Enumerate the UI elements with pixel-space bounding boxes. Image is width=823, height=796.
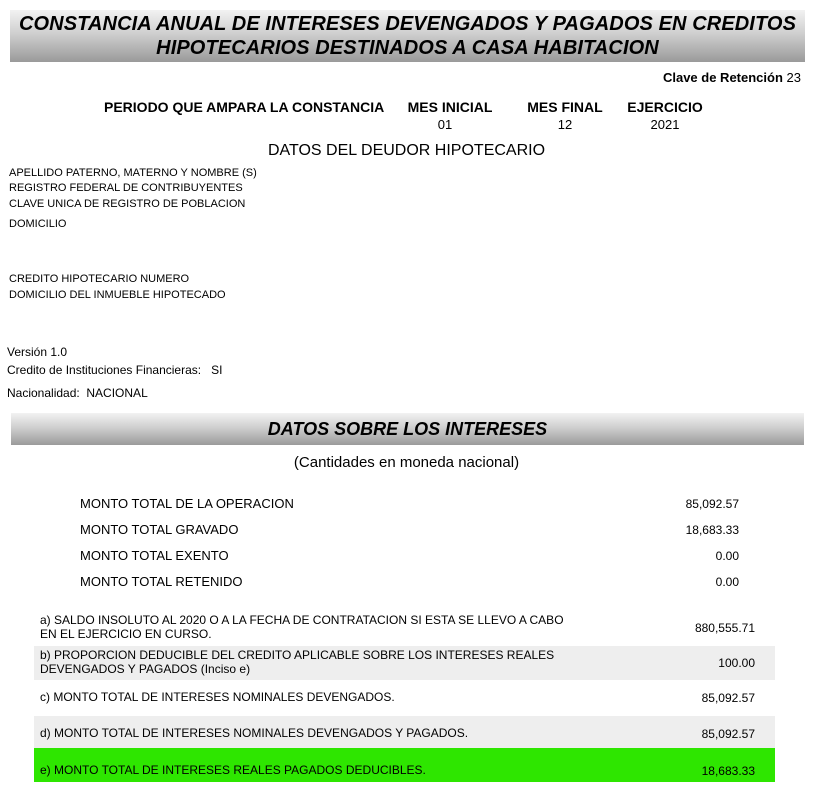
nacionalidad-value: NACIONAL xyxy=(86,386,148,400)
nacionalidad-label: Nacionalidad: xyxy=(7,386,80,400)
mes-final-label: MES FINAL xyxy=(527,99,603,115)
mes-inicial-label: MES INICIAL xyxy=(407,99,493,115)
deudor-section-title: DATOS DEL DEUDOR HIPOTECARIO xyxy=(267,142,546,159)
inciso-b-row xyxy=(34,646,775,680)
periodo-label: PERIODO QUE AMPARA LA CONSTANCIA xyxy=(104,99,385,115)
nombre-label: APELLIDO PATERNO, MATERNO Y NOMBRE (S) xyxy=(9,167,257,179)
inciso-a-line1: a) SALDO INSOLUTO AL 2020 O A LA FECHA DE CONTRATACION SI ESTA SE LLEVO A CABO xyxy=(40,613,564,627)
monto-total-retenido-value: 0.00 xyxy=(715,575,739,589)
inciso-a-value: 880,555.71 xyxy=(694,621,755,635)
nacionalidad xyxy=(7,386,148,400)
clave-retencion xyxy=(663,70,801,85)
rfc-label: REGISTRO FEDERAL DE CONTRIBUYENTES xyxy=(9,182,243,194)
version-text: Versión 1.0 xyxy=(7,345,68,359)
inciso-d-value: 85,092.57 xyxy=(701,727,755,741)
inciso-b-line2: DEVENGADOS Y PAGADOS (Inciso e) xyxy=(40,662,251,676)
inciso-c-line1: c) MONTO TOTAL DE INTERESES NOMINALES DEVENGADOS. xyxy=(40,690,395,704)
clave-retencion-value: 23 xyxy=(786,70,801,85)
moneda-subtitle: (Cantidades en moneda nacional) xyxy=(293,454,520,471)
inciso-d-line1: d) MONTO TOTAL DE INTERESES NOMINALES DEVENGADOS Y PAGADOS. xyxy=(40,726,469,740)
credito-instituciones-label: Credito de Instituciones Financieras: xyxy=(7,363,202,377)
ejercicio-label: EJERCICIO xyxy=(627,99,703,115)
inciso-c-row xyxy=(34,683,775,713)
inciso-c-value: 85,092.57 xyxy=(701,691,755,705)
credito-instituciones xyxy=(7,363,222,377)
mes-inicial-value: 01 xyxy=(437,117,453,132)
monto-total-gravado-value: 18,683.33 xyxy=(685,523,739,537)
monto-total-operacion-label: MONTO TOTAL DE LA OPERACION xyxy=(80,496,294,511)
inciso-e-row xyxy=(34,748,775,782)
monto-total-operacion-value: 85,092.57 xyxy=(685,497,739,511)
clave-retencion-label: Clave de Retención xyxy=(662,70,783,85)
inciso-e-value: 18,683.33 xyxy=(701,764,755,778)
inciso-b-line1: b) PROPORCION DEDUCIBLE DEL CREDITO APLICABLE SOBRE LOS INTERESES REALES xyxy=(40,648,555,662)
monto-total-exento-value: 0.00 xyxy=(715,549,739,563)
inciso-b-value: 100.00 xyxy=(718,656,755,670)
inciso-a-row xyxy=(34,610,775,644)
intereses-section-title: DATOS SOBRE LOS INTERESES xyxy=(267,419,548,439)
curp-label: CLAVE UNICA DE REGISTRO DE POBLACION xyxy=(9,198,246,210)
monto-total-gravado-label: MONTO TOTAL GRAVADO xyxy=(80,522,239,537)
credito-numero-label: CREDITO HIPOTECARIO NUMERO xyxy=(9,273,190,285)
ejercicio-value: 2021 xyxy=(650,117,680,132)
inciso-e-line1: e) MONTO TOTAL DE INTERESES REALES PAGADOS DEDUCIBLES. xyxy=(40,763,426,777)
credito-instituciones-value: SI xyxy=(211,363,223,377)
domicilio-inmueble-label: DOMICILIO DEL INMUEBLE HIPOTECADO xyxy=(9,289,226,301)
mes-final-value: 12 xyxy=(557,117,573,132)
monto-total-retenido-label: MONTO TOTAL RETENIDO xyxy=(80,574,243,589)
domicilio-label: DOMICILIO xyxy=(9,218,67,230)
inciso-a-line2: EN EL EJERCICIO EN CURSO. xyxy=(40,627,212,641)
document-title-banner xyxy=(10,10,805,62)
inciso-d-row xyxy=(34,716,775,748)
monto-total-exento-label: MONTO TOTAL EXENTO xyxy=(80,548,229,563)
document-title-line1: CONSTANCIA ANUAL DE INTERESES DEVENGADOS Y PAGADOS EN CREDITOS xyxy=(18,13,797,35)
intereses-section-banner xyxy=(11,413,804,445)
document-title-line2: HIPOTECARIOS DESTINADOS A CASA HABITACION xyxy=(156,37,659,59)
